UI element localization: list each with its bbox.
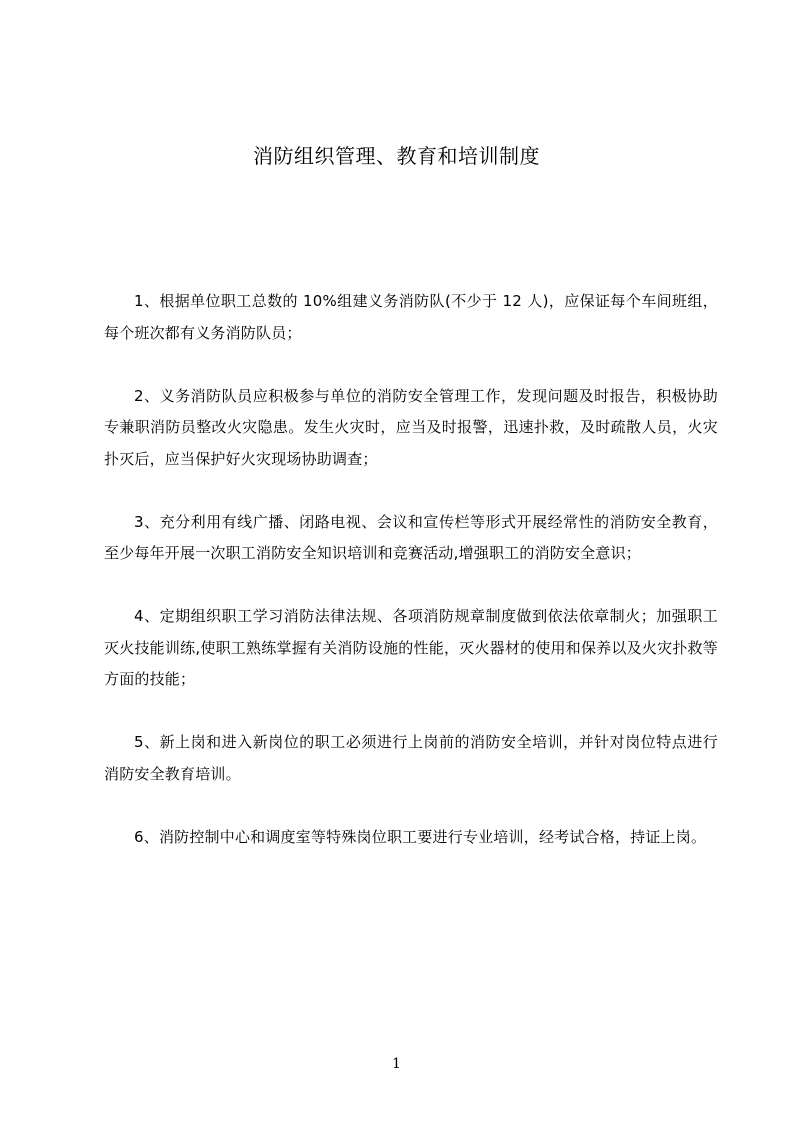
paragraph-1: 1、根据单位职工总数的 10%组建义务消防队(不少于 12 人)，应保证每个车间班组，每个班次都有义务消防队员； — [104, 292, 718, 342]
paragraph-5: 5、新上岗和进入新岗位的职工必须进行上岗前的消防安全培训，并针对岗位特点进行消防安全教育培训。 — [104, 733, 718, 783]
document-body — [104, 286, 718, 885]
paragraph-3: 3、充分利用有线广播、闭路电视、会议和宣传栏等形式开展经常性的消防安全教育，至少每年开展一次职工消防安全知识培训和竞赛活动,增强职工的消防安全意识； — [104, 512, 718, 562]
paragraph-4: 4、定期组织职工学习消防法律法规、各项消防规章制度做到依法依章制火；加强职工灭火技能训练,使职工熟练掌握有关消防设施的性能，灭火器材的使用和保养以及火灾扑救等方面的技能； — [104, 607, 718, 688]
paragraph-6: 6、消防控制中心和调度室等特殊岗位职工要进行专业培训，经考试合格，持证上岗。 — [134, 827, 707, 846]
page-number: 1 — [392, 1056, 401, 1072]
paragraph-2: 2、义务消防队员应积极参与单位的消防安全管理工作，发现问题及时报告，积极协助专兼职消防员整改火灾隐患。发生火灾时，应当及时报警，迅速扑救，及时疏散人员，火灾扑灭后，应当保护好火灾现场协助调查； — [104, 386, 718, 468]
page-title: 消防组织管理、教育和培训制度 — [253, 144, 540, 168]
